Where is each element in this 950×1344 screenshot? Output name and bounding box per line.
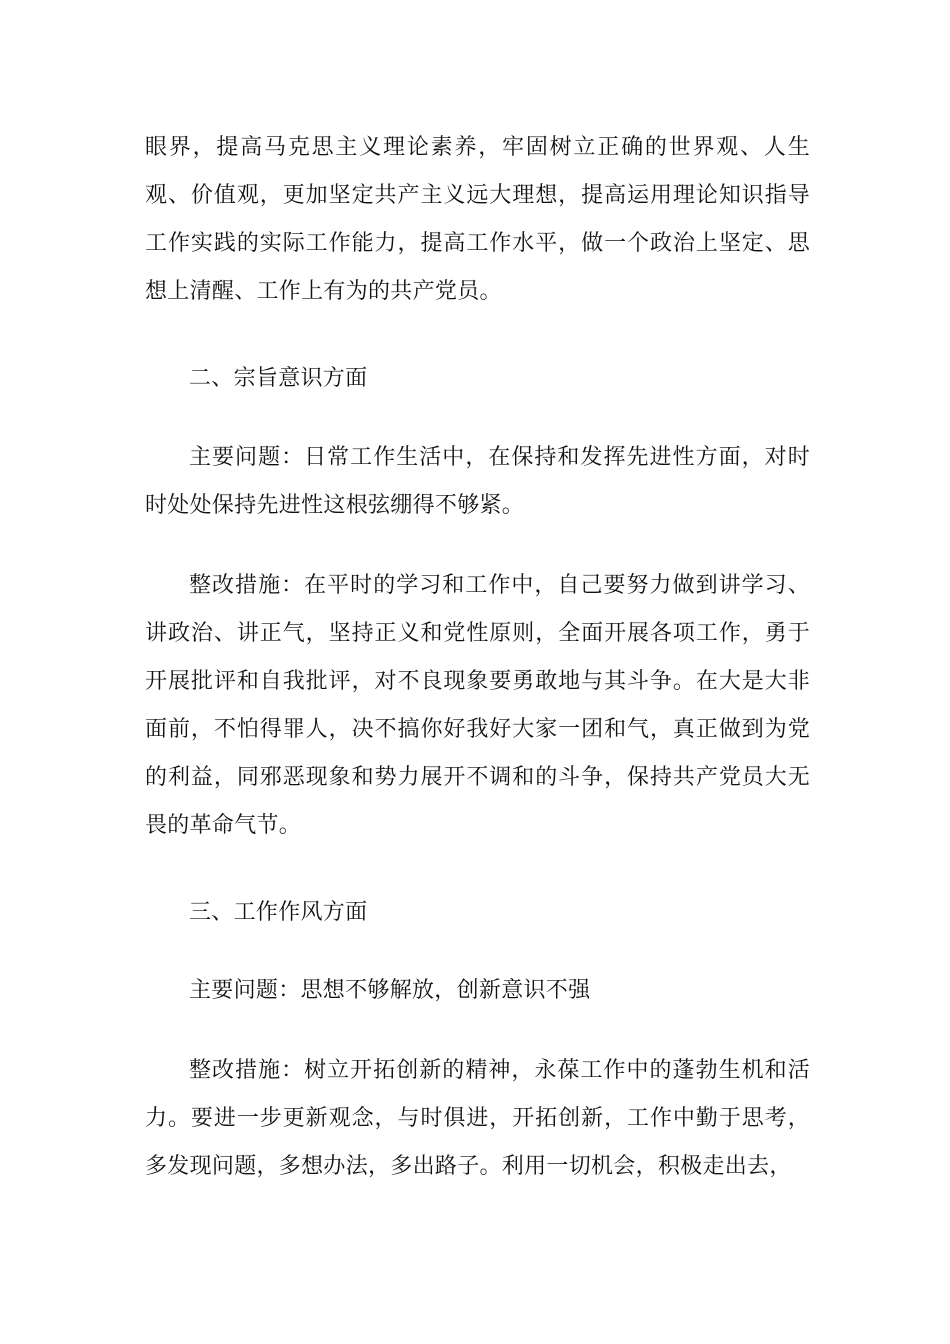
paragraph-rectification-2: 整改措施：树立开拓创新的精神，永葆工作中的蓬勃生机和活力。要进一步更新观念，与时俱进，开拓创新，工作中勤于思考，多发现问题，多想办法，多出路子。利用一切机会，积极走出去， [145, 1058, 810, 1179]
section-heading-work-style: 三、工作作风方面 [189, 900, 368, 925]
paragraph-main-problem-1: 主要问题：日常工作生活中，在保持和发挥先进性方面，对时时处处保持先进性这根弦绷得不够紧。 [145, 445, 810, 518]
paragraph-continuation: 眼界，提高马克思主义理论素养，牢固树立正确的世界观、人生观、价值观，更加坚定共产主义远大理想，提高运用理论知识指导工作实践的实际工作能力，提高工作水平，做一个政治上坚定、思想上清醒、工作上有为的共产党员。 [145, 135, 810, 304]
paragraph-rectification-1: 整改措施：在平时的学习和工作中，自己要努力做到讲学习、讲政治、讲正气，坚持正义和党性原则，全面开展各项工作，勇于开展批评和自我批评，对不良现象要勇敢地与其斗争。在大是大非面前，不怕得罪人，决不搞你好我好大家一团和气，真正做到为党的利益，同邪恶现象和势力展开不调和的斗争，保持共产党员大无畏的革命气节。 [145, 573, 810, 838]
paragraph-main-problem-2: 主要问题：思想不够解放，创新意识不强 [189, 978, 591, 1003]
section-heading-purpose-awareness: 二、宗旨意识方面 [189, 366, 368, 391]
